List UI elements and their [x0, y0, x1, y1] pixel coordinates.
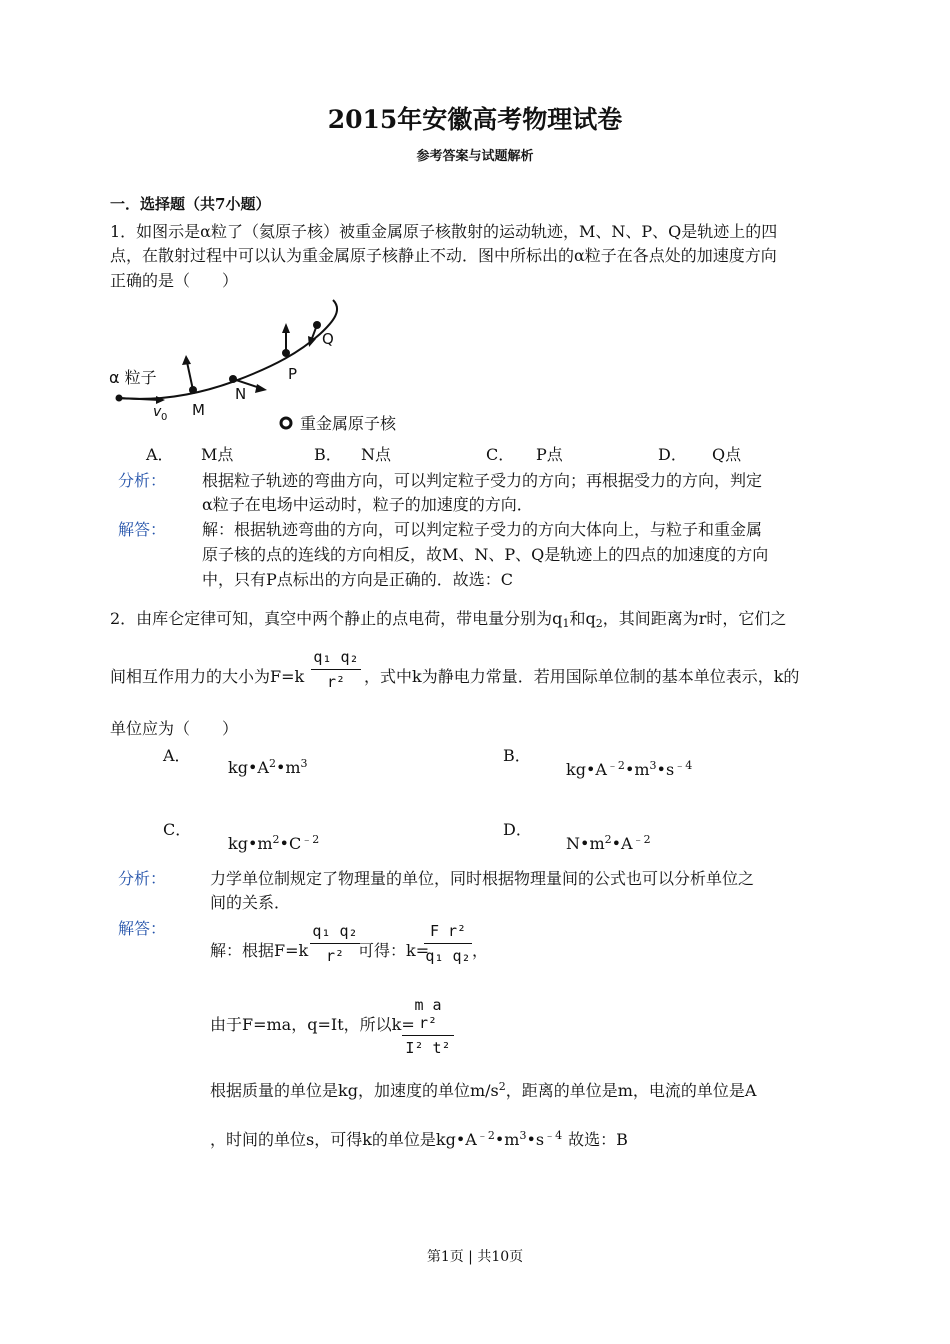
q2-solution-1a: 解：根据F=k: [210, 941, 309, 960]
section-heading: 一．选择题（共7小题）: [110, 195, 271, 213]
q1-option-b-text: N点: [361, 445, 392, 464]
q2-answer-label: 解答：: [118, 919, 167, 938]
q1-analysis-line-1: 根据粒子轨迹的弯曲方向，可以判定粒子受力的方向；再根据受力的方向，判定: [202, 471, 763, 490]
velocity-label: v: [153, 404, 162, 420]
q2-solution-fraction-3: m a r² I² t²: [402, 996, 454, 1057]
q1-option-c-text: P点: [536, 445, 563, 464]
q1-stem-line-1: 1．如图示是α粒了（氦原子核）被重金属原子核散射的运动轨迹，M、N、P、Q是轨迹上的四: [110, 222, 778, 241]
q2-stem-line-1: 2．由库仑定律可知，真空中两个静止的点电荷，带电量分别为$q_1$和$q_2$，其间距离为r时，它们之: [110, 609, 787, 630]
q1-trajectory-figure: [105, 292, 415, 440]
q2-solution-fraction-2: F r² q₁ q₂: [425, 922, 471, 965]
point-m-arrow: [187, 362, 193, 390]
q2-solution-4: ，时间的单位s，可得k的单位是$kg•A^{﹣2}•m^3•s^{﹣4}$ 故选：B: [210, 1129, 628, 1149]
q2-option-a-letter: A．: [163, 746, 191, 765]
particle-label: α 粒子: [109, 368, 157, 387]
q2-option-d-text: $N•m^2•A^{﹣2}$: [566, 833, 651, 853]
q2-stem-line-2a: 间相互作用力的大小为F=k: [110, 667, 305, 686]
q1-option-d-letter: D．: [658, 445, 687, 464]
page-subtitle: 参考答案与试题解析: [416, 149, 534, 164]
q2-stem-line-2b: ，式中k为静电力常量．若用国际单位制的基本单位表示，k的: [364, 667, 800, 686]
q1-answer-line-2: 原子核的点的连线的方向相反，故M、N、P、Q是轨迹上的四点的加速度的方向: [202, 545, 769, 564]
q1-analysis-label: 分析：: [118, 471, 167, 490]
q1-option-c-letter: C．: [486, 445, 515, 464]
point-p-arrowhead: [282, 323, 290, 333]
q2-solution-fraction-1: q₁ q₂ r²: [310, 922, 360, 965]
point-p-label: P: [288, 365, 298, 383]
q2-option-b-letter: B．: [503, 746, 531, 765]
q2-analysis-line-2: 间的关系．: [210, 893, 291, 912]
q1-answer-line-1: 解：根据轨迹弯曲的方向，可以判定粒子受力的方向大体向上，与粒子和重金属: [202, 520, 763, 539]
q2-analysis-label: 分析：: [118, 869, 167, 888]
q2-solution-3: 根据质量的单位是kg，加速度的单位$m/s^2$，距离的单位是m，电流的单位是A: [210, 1080, 757, 1100]
q1-option-b-letter: B．: [314, 445, 342, 464]
q2-solution-1c: ，: [472, 941, 489, 960]
particle-dot: [116, 395, 123, 402]
point-n-arrowhead: [255, 384, 267, 393]
q1-analysis-line-2: α粒子在电场中运动时，粒子的加速度的方向．: [202, 495, 533, 514]
q2-coulomb-fraction: q₁ q₂ r²: [311, 648, 361, 691]
point-m-arrowhead: [182, 355, 191, 365]
q1-answer-line-3: 中，只有P点标出的方向是正确的．故选：C: [202, 570, 514, 589]
q2-option-a-text: $kg•A^2•m^3$: [228, 757, 308, 777]
q2-option-d-letter: D．: [503, 820, 532, 839]
point-m-label: M: [192, 401, 205, 419]
nucleus-label: 重金属原子核: [300, 414, 397, 433]
page-footer: 第1页 | 共10页: [426, 1249, 524, 1265]
q1-stem-line-3: 正确的是（ ）: [110, 271, 239, 290]
q2-solution-1b: 可得：k=: [358, 941, 430, 960]
q2-option-b-text: $kg•A^{﹣2}•m^3•s^{﹣4}$: [566, 759, 693, 779]
q2-stem-line-3: 单位应为（ ）: [110, 719, 239, 738]
q1-option-d-text: Q点: [712, 445, 742, 464]
q1-option-a-letter: A．: [146, 445, 174, 464]
q2-analysis-line-1: 力学单位制规定了物理量的单位，同时根据物理量间的公式也可以分析单位之: [210, 869, 755, 888]
q2-option-c-letter: C．: [163, 820, 192, 839]
velocity-subscript: 0: [161, 412, 168, 423]
q2-solution-2a: 由于F=ma，q=It，所以k=: [210, 1015, 415, 1034]
q1-stem-line-2: 点，在散射过程中可以认为重金属原子核静止不动．图中所标出的α粒子在各点处的加速度方向: [110, 246, 777, 265]
page-title: 2015年安徽高考物理试卷: [327, 105, 623, 134]
q1-option-a-text: M点: [201, 445, 234, 464]
q1-answer-label: 解答：: [118, 520, 167, 539]
point-n-label: N: [235, 385, 247, 403]
nucleus-icon: [281, 418, 291, 428]
point-q-label: Q: [322, 330, 334, 348]
q2-option-c-text: $kg•m^2•C^{﹣2}$: [228, 833, 320, 853]
